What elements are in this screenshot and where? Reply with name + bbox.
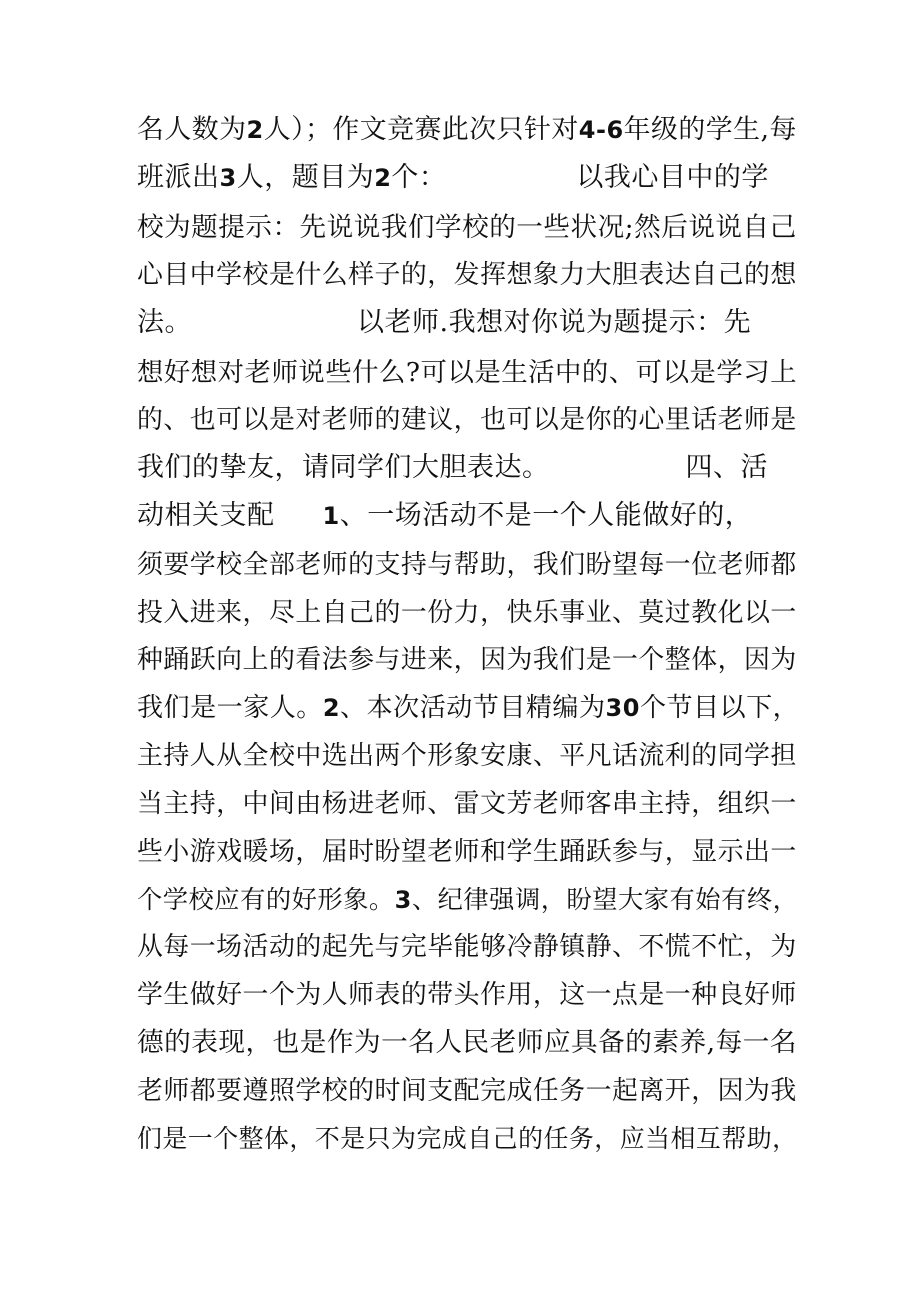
text-line-11 [137,593,797,633]
text-segment: 个学校应有的好形象。 [137,885,395,914]
number-segment: 1 [322,502,340,530]
text-line-2 [137,158,797,198]
text-segment: 德的表现，也是作为一名人民老师应具备的素养,每一名 [137,1027,797,1058]
text-line-4 [137,255,797,295]
text-segment: 想好想对老师说些什么?可以是生活中的、可以是学习上 [137,357,798,388]
text-segment: 主持人从全校中选出两个形象安康、平凡话流利的同学担 [137,741,797,771]
text-segment: 班派出 [137,162,220,193]
text-segment: 校为题提示：先说说我们学校的一些状况;然后说说自己 [137,212,797,243]
text-line-7 [137,400,797,440]
number-segment: 3 [394,886,412,914]
text-segment: 、本次活动节目精编为 [340,693,606,723]
text-segment: 们是一个整体，不是只为完成自己的任务，应当相互帮助， [137,1124,798,1153]
text-line-3 [137,208,797,248]
text-segment: 人，题目为 [236,162,375,193]
text-line-1 [137,110,797,150]
text-segment: 法。 [137,307,192,338]
text-line-10 [137,545,797,585]
text-line-12 [137,640,797,680]
text-line-16 [137,832,797,872]
text-segment: 从每一场活动的起先与完毕能够冷静镇静、不慌不忙，为 [137,932,797,962]
text-segment: 个节目以下， [639,693,800,723]
text-segment: 心目中学校是什么样子的，发挥想象力大胆表达自己的想 [137,260,797,290]
text-segment: 以老师.我想对你说为题提示：先 [357,307,752,338]
number-segment: 2 [246,116,264,144]
text-segment: 四、活 [685,452,768,483]
text-segment: 名人数为 [137,114,247,145]
text-segment: 我们是一家人。 [137,693,323,723]
text-line-6 [137,353,797,393]
text-line-9 [137,496,797,536]
text-segment: 、纪律强调，盼望大家有始有终， [411,885,799,914]
text-segment: 个： [391,162,447,193]
text-segment: 种踊跃向上的看法参与进来，因为我们是一个整体，因为 [137,645,797,675]
text-segment: 我们的挚友，请同学们大胆表达。 [137,452,550,483]
text-segment: 动相关支配 [137,500,275,531]
text-segment: 年级的学生,每 [623,114,797,145]
text-segment: 须要学校全部老师的支持与帮助，我们盼望每一位老师都 [137,550,797,580]
text-line-18 [137,927,797,967]
text-line-22 [137,1119,797,1159]
text-line-5 [137,303,797,343]
text-segment: 老师都要遵照学校的时间支配完成任务一起离开，因为我 [137,1076,797,1106]
number-segment: 2 [322,694,341,722]
text-segment: 、一场活动不是一个人能做好的， [339,500,753,531]
text-line-21 [137,1071,797,1111]
number-segment: 4-6 [578,116,624,144]
text-segment: 以我心目中的学 [576,162,769,193]
text-line-8 [137,448,797,488]
text-segment: 人）；作文竞赛此次只针对 [263,114,579,145]
text-segment: 些小游戏暖场，届时盼望老师和学生踊跃参与，显示出一 [137,837,797,867]
text-segment: 的、也可以是对老师的建议，也可以是你的心里话老师是 [137,405,797,435]
text-line-13 [137,688,800,728]
text-segment: 投入进来，尽上自己的一份力，快乐事业、莫过教化以一 [137,598,797,628]
text-line-19 [137,975,797,1015]
text-segment: 学生做好一个为人师表的带头作用，这一点是一种良好师 [137,980,797,1010]
number-segment: 2 [374,164,392,192]
text-line-15 [137,784,797,824]
number-segment: 30 [605,694,640,722]
text-line-20 [137,1023,797,1063]
text-line-14 [137,736,797,776]
text-segment: 当主持，中间由杨进老师、雷文芳老师客串主持，组织一 [137,789,797,819]
number-segment: 3 [219,164,237,192]
text-line-17 [137,880,797,920]
